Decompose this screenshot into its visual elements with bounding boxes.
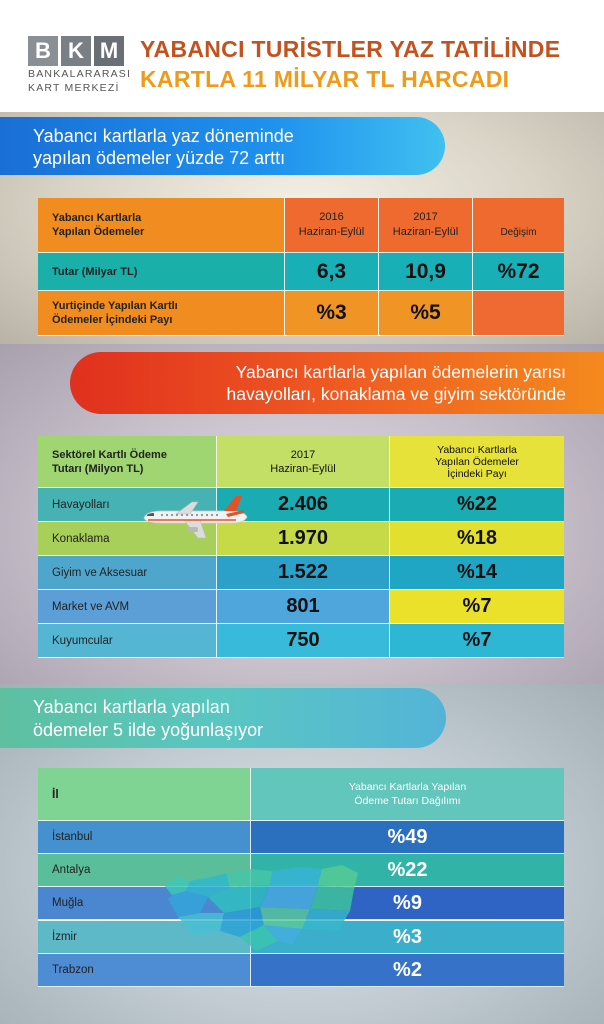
header-label-line2: Yapılan Ödemeler <box>52 226 145 238</box>
city-label: İstanbul <box>38 821 250 854</box>
sector-share: %7 <box>389 590 564 624</box>
sector-label: Konaklama <box>38 522 216 556</box>
sector-label: Havayolları <box>38 488 216 522</box>
header-label-cell <box>38 198 285 253</box>
header-label-cell <box>38 436 216 488</box>
table-row <box>38 522 564 556</box>
sector-share: %7 <box>389 624 564 658</box>
header-share-cell <box>389 436 564 488</box>
section3-banner-line1: Yabancı kartlarla yapılan <box>33 697 230 717</box>
row-label-line1: Yurtiçinde Yapılan Kartlı <box>52 300 178 312</box>
sector-amount: 750 <box>216 624 389 658</box>
table-row <box>38 590 564 624</box>
city-share: %9 <box>250 887 564 920</box>
table-row <box>38 954 564 987</box>
city-label: Muğla <box>38 887 250 920</box>
city-label: İzmir <box>38 921 250 954</box>
logo-letters <box>28 36 124 66</box>
sector-label: Kuyumcular <box>38 624 216 658</box>
city-label: Trabzon <box>38 954 250 987</box>
header-share-line2: Yapılan Ödemeler <box>435 455 519 468</box>
header-distribution-line2: Ödeme Tutarı Dağılımı <box>354 795 461 807</box>
city-share: %3 <box>250 921 564 954</box>
sector-share: %18 <box>389 522 564 556</box>
city-share: %49 <box>250 821 564 854</box>
header-distribution-line1: Yabancı Kartlarla Yapılan <box>348 781 467 793</box>
table-header-row <box>38 768 564 821</box>
city-share: %2 <box>250 954 564 987</box>
header-2017-cell <box>379 198 473 253</box>
section-sectors <box>0 344 604 684</box>
value-change: %72 <box>473 253 564 291</box>
header <box>0 0 604 112</box>
table-header-row <box>38 436 564 488</box>
header-distribution-cell <box>250 768 564 821</box>
main-title-line2: KARTLA 11 MİLYAR TL HARCADI <box>140 66 510 92</box>
header-label-line2: Tutarı (Milyon TL) <box>52 462 144 475</box>
table-row <box>38 556 564 590</box>
header-2016-cell <box>285 198 379 253</box>
sector-amount: 2.406 <box>216 488 389 522</box>
header-share-line1: Yabancı Kartlarla <box>437 443 517 456</box>
section2-banner-line2: havayolları, konaklama ve giyim sektöründe <box>226 384 566 404</box>
header-label-line1: Yabancı Kartlarla <box>52 212 142 224</box>
airplane-icon <box>140 494 250 540</box>
header-2017-year: 2017 <box>413 211 438 223</box>
sector-amount: 801 <box>216 590 389 624</box>
turkey-map-icon <box>160 855 365 955</box>
logo-letter-m: M <box>94 36 124 66</box>
table-header-row <box>38 198 564 253</box>
header-2017-period: Haziran-Eylül <box>392 226 459 238</box>
value-2016: 6,3 <box>285 253 379 291</box>
row-label <box>38 291 285 336</box>
logo-letter-b: B <box>28 36 58 66</box>
sector-label: Giyim ve Aksesuar <box>38 556 216 590</box>
logo-subtitle-line1: BANKALARARASI <box>28 68 132 80</box>
header-2017-year: 2017 <box>290 448 316 461</box>
table-row <box>38 624 564 658</box>
sector-share: %14 <box>389 556 564 590</box>
sector-label: Market ve AVM <box>38 590 216 624</box>
sector-amount: 1.970 <box>216 522 389 556</box>
sector-share: %22 <box>389 488 564 522</box>
section3-banner <box>0 688 446 748</box>
sectors-table <box>38 436 564 658</box>
value-change <box>473 291 564 336</box>
table-row <box>38 821 564 854</box>
logo-letter-k: K <box>61 36 91 66</box>
section-cities <box>0 684 604 1024</box>
header-label-line1: Sektörel Kartlı Ödeme <box>52 448 167 461</box>
section3-banner-line2: ödemeler 5 ilde yoğunlaşıyor <box>33 720 264 740</box>
sector-amount: 1.522 <box>216 556 389 590</box>
section1-banner-line1: Yabancı kartlarla yaz döneminde <box>33 126 294 146</box>
logo-subtitle-line2: KART MERKEZİ <box>28 82 120 94</box>
header-2017-period: Haziran-Eylül <box>270 462 336 475</box>
value-2017: %5 <box>379 291 473 336</box>
table-row <box>38 488 564 522</box>
section2-banner <box>70 352 604 414</box>
header-2016-year: 2016 <box>319 211 344 223</box>
city-share: %22 <box>250 854 564 887</box>
header-2017-cell <box>216 436 389 488</box>
payments-table <box>38 198 564 336</box>
header-share-line3: İçindeki Payı <box>447 467 507 480</box>
city-label: Antalya <box>38 854 250 887</box>
table-row <box>38 291 564 336</box>
section-payments-growth <box>0 112 604 344</box>
section1-banner-line2: yapılan ödemeler yüzde 72 arttı <box>33 148 286 168</box>
header-city-cell: İl <box>38 768 250 821</box>
main-title-line1: YABANCI TURİSTLER YAZ TATİLİNDE <box>140 36 561 62</box>
bkm-logo <box>28 36 132 94</box>
row-label-line2: Ödemeler İçindeki Payı <box>52 314 173 326</box>
section1-banner <box>0 117 445 175</box>
header-change-cell: Değişim <box>473 198 564 253</box>
table-row <box>38 253 564 291</box>
header-2016-period: Haziran-Eylül <box>298 226 365 238</box>
row-label: Tutar (Milyar TL) <box>38 253 285 291</box>
section2-banner-line1: Yabancı kartlarla yapılan ödemelerin yarısı <box>235 362 566 382</box>
value-2017: 10,9 <box>379 253 473 291</box>
value-2016: %3 <box>285 291 379 336</box>
